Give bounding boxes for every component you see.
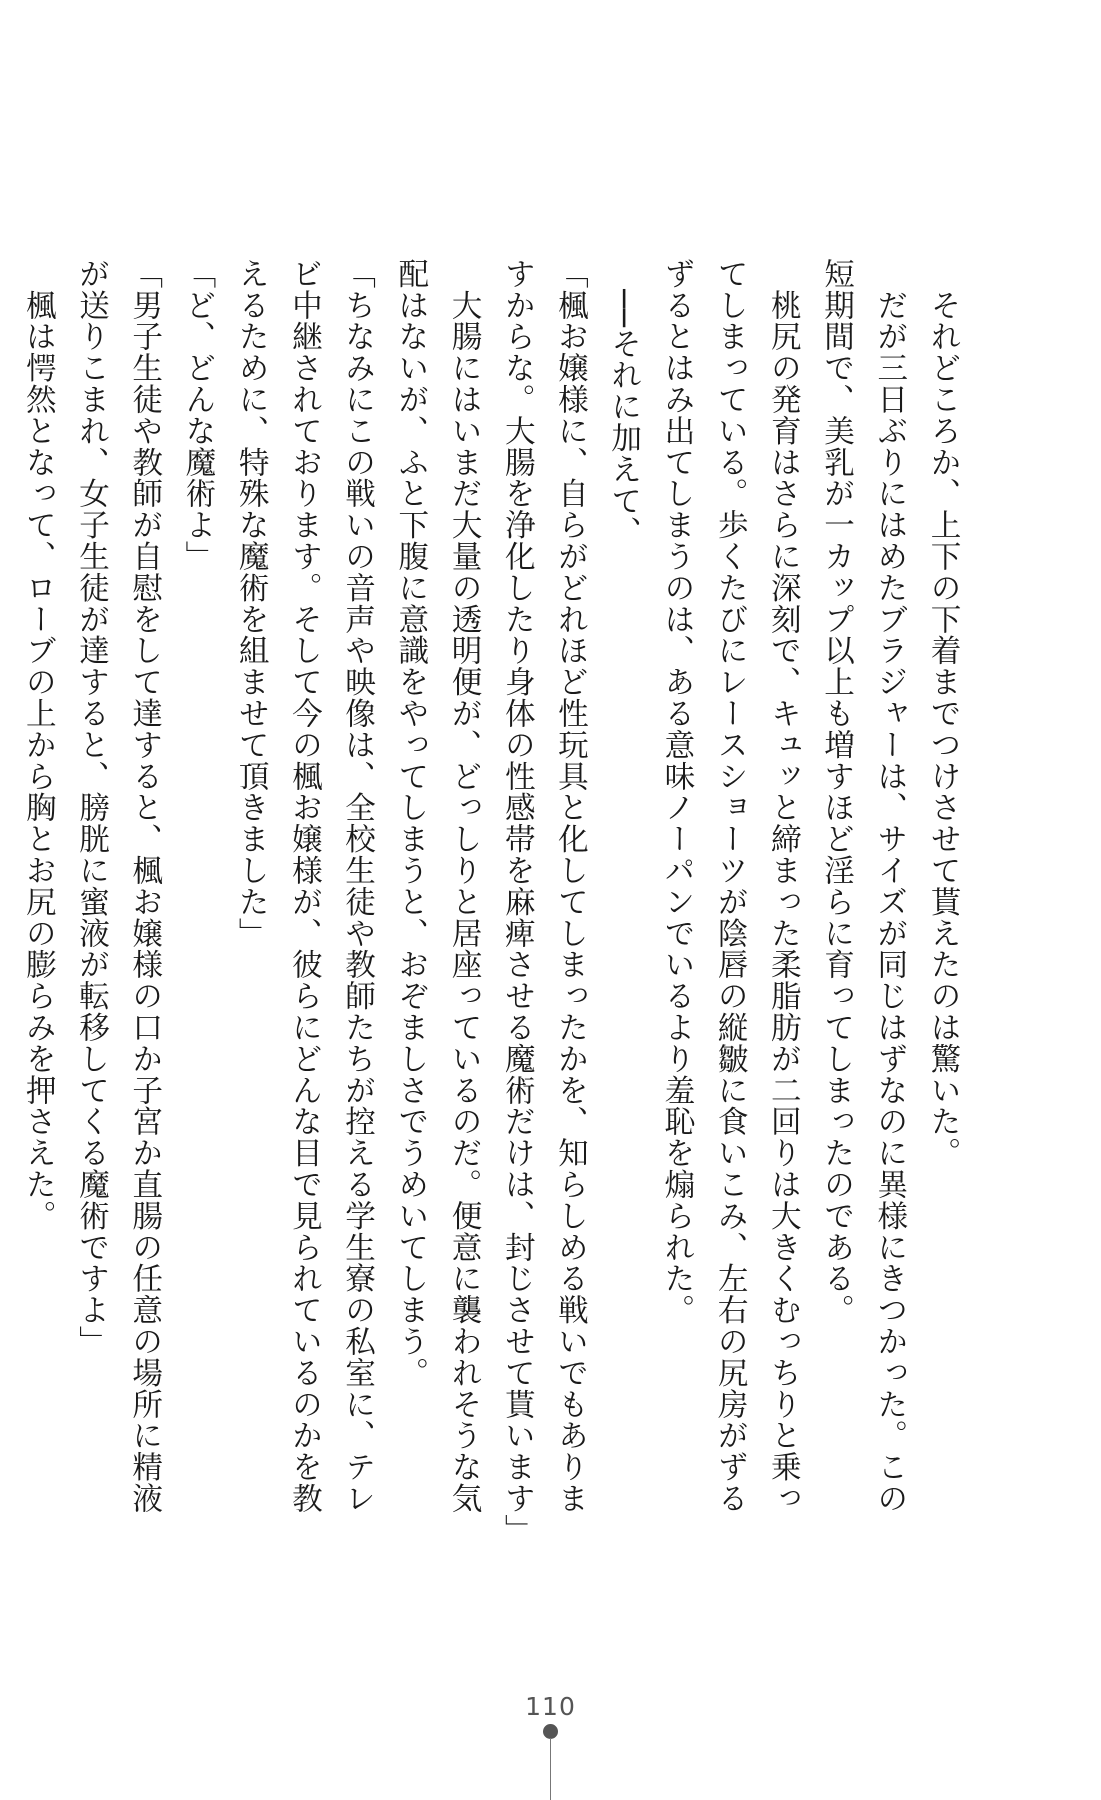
text-line: えるために、特殊な魔術を組ませて頂きました」 [233,258,269,949]
text-line: すからな。大腸を浄化したり身体の性感帯を麻痺させる魔術だけは、封じさせて貰います」 [499,258,535,1546]
text-line: それどころか、上下の下着までつけさせて貰えたのは驚いた。 [925,258,960,1169]
page-marker-line [550,1738,551,1800]
text-line: 「ちなみにこの戦いの音声や映像は、全校生徒や教師たちが控える学生寮の私室に、テレ [339,258,375,1514]
text-line: ずるとはみ出てしまうのは、ある意味ノーパンでいるより羞恥を煽られた。 [658,258,694,1326]
text-line: だが三日ぶりにはめたブラジャーは、サイズが同じはずなのに異様にきつかった。この [871,258,907,1514]
text-line: 「楓お嬢様に、自らがどれほど性玩具と化してしまったかを、知らしめる戦いでもありま [552,258,588,1514]
text-line: 大腸にはいまだ大量の透明便が、どっしりと居座っているのだ。便意に襲われそうな気 [446,258,482,1514]
text-line: ──それに加えて、 [605,258,641,548]
text-line: 「ど、どんな魔術よ」 [179,258,215,572]
page-marker-dot-icon [543,1724,558,1739]
text-line: が送りこまれ、女子生徒が達すると、膀胱に蜜液が転移してくる魔術ですよ」 [73,258,109,1357]
text-line: 配はないが、ふと下腹に意識をやってしまうと、おぞましさでうめいてしまう。 [392,258,428,1389]
text-line: 楓は愕然となって、ローブの上から胸とお尻の膨らみを押さえた。 [20,258,56,1232]
vertical-text-block [20,258,969,1546]
text-line: 「男子生徒や教師が自慰をして達すると、楓お嬢様の口か子宮か直腸の任意の場所に精液 [126,258,162,1514]
text-line: てしまっている。歩くたびにレースショーツが陰唇の縦皺に食いこみ、左右の尻房がずる [712,258,748,1514]
text-line: ビ中継されております。そして今の楓お嬢様が、彼らにどんな目で見られているのかを教 [286,258,322,1514]
text-line: 桃尻の発育はさらに深刻で、キュッと締まった柔脂肪が二回りは大きくむっちりと乗っ [765,258,801,1514]
text-line: 短期間で、美乳が一カップ以上も増すほど淫らに育ってしまったのである。 [818,258,854,1326]
page-number: 110 [525,1692,576,1721]
